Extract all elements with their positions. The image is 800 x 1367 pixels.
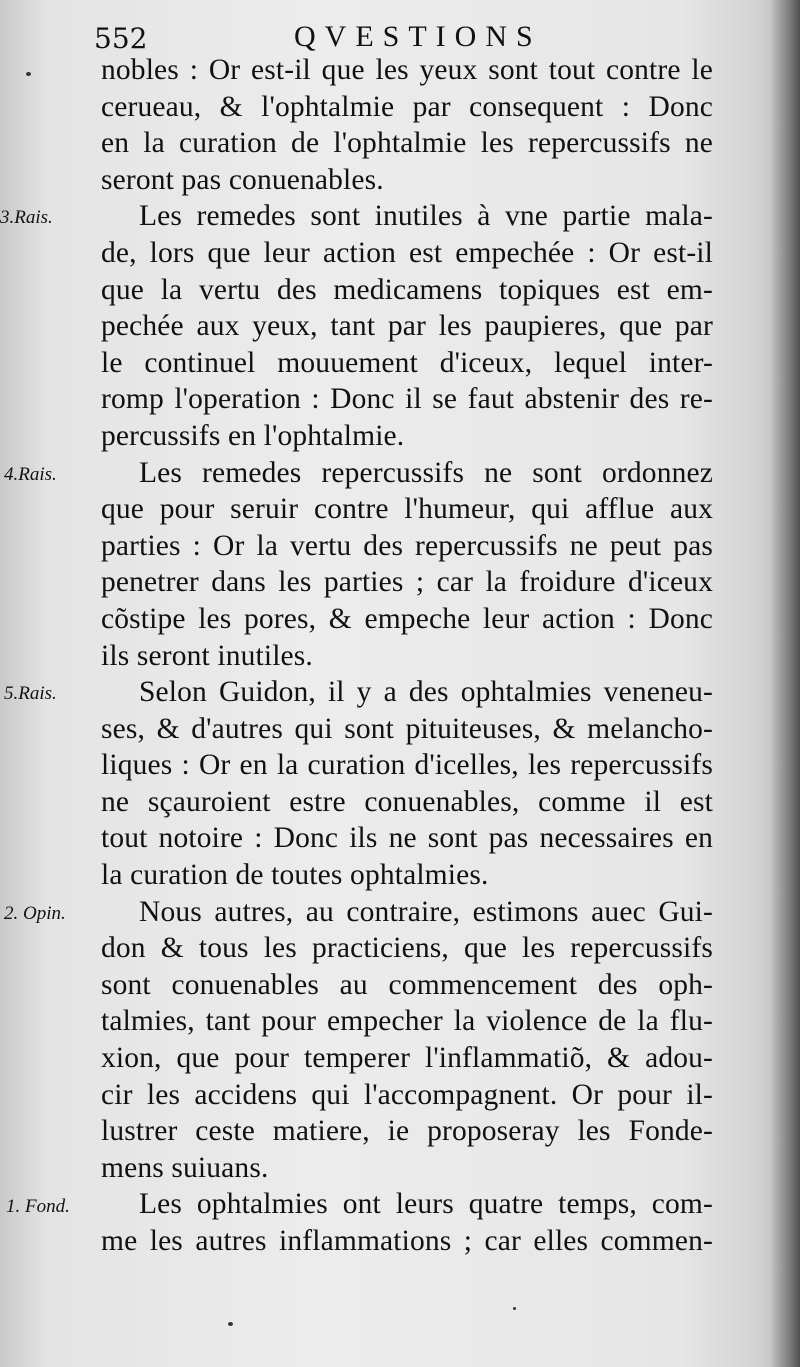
page-number: 552: [94, 22, 148, 55]
text-line: nobles : Or est-il que les yeux sont tout contre le: [101, 54, 713, 86]
page-gutter-shadow: [770, 0, 800, 1367]
body-text: [101, 52, 713, 1260]
margin-note: 4.Rais.: [4, 463, 57, 485]
text-line: liques : Or en la curation d'icelles, les repercussifs: [101, 749, 713, 782]
text-line: me les autres inflammations ; car elles commen-: [101, 1225, 713, 1257]
text-line: lustrer ceste matiere, ie proposeray les Fonde-: [101, 1115, 713, 1148]
margin-note: 3.Rais.: [0, 207, 53, 229]
text-line: Selon Guidon, il y a des ophtalmies veneneu-: [139, 676, 713, 709]
text-line: ne sçauroient estre conuenables, comme il est: [101, 785, 713, 818]
text-line: le continuel mouuement d'iceux, lequel inter-: [101, 346, 713, 379]
text-line: que pour seruir contre l'humeur, qui afflue aux: [101, 493, 713, 526]
margin-note: 1. Fond.: [6, 1195, 70, 1217]
text-line: penetrer dans les parties ; car la froidure d'iceux: [101, 566, 713, 599]
text-line: sont conuenables au commencement des oph-: [101, 968, 713, 1001]
text-line: talmies, tant pour empecher la violence de la flu-: [101, 1005, 713, 1038]
text-line: xion, que pour temperer l'inflammatiõ, & adou-: [101, 1042, 713, 1075]
margin-note: 2. Opin.: [4, 902, 66, 924]
running-head: QVESTIONS: [294, 20, 542, 53]
text-line: Nous autres, au contraire, estimons auec Gui-: [139, 895, 713, 928]
text-line: parties : Or la vertu des repercussifs ne peut pas: [101, 529, 713, 562]
text-line: Les remedes sont inutiles à vne partie mala-: [139, 200, 713, 233]
text-line: ses, & d'autres qui sont pituiteuses, & melancho-: [101, 712, 713, 745]
text-line: pechée aux yeux, tant par les paupieres, que par: [101, 310, 713, 343]
text-line: don & tous les practiciens, que les repercussifs: [101, 932, 713, 965]
text-line: Les ophtalmies ont leurs quatre temps, com-: [139, 1188, 713, 1221]
text-line: tout notoire : Donc ils ne sont pas necessaires en: [101, 822, 713, 855]
text-line: percussifs en l'ophtalmie.: [101, 419, 405, 452]
text-line: de, lors que leur action est empechée : Or est-il: [101, 236, 713, 269]
text-line: cõstipe les pores, & empeche leur action : Donc: [101, 602, 713, 635]
text-line: seront pas conuenables.: [101, 163, 384, 196]
text-line: mens suiuans.: [101, 1151, 269, 1184]
ink-speck: [513, 1307, 516, 1310]
ink-speck: [228, 1322, 233, 1326]
text-line: que la vertu des medicamens topiques est em-: [101, 273, 713, 306]
text-line: cerueau, & l'ophtalmie par consequent : Donc: [101, 90, 713, 123]
text-line: Les remedes repercussifs ne sont ordonnez: [139, 456, 713, 489]
text-line: la curation de toutes ophtalmies.: [101, 859, 489, 892]
text-line: ils seront inutiles.: [101, 639, 313, 672]
margin-note: 5.Rais.: [4, 683, 57, 705]
ink-speck: [26, 72, 31, 76]
text-line: romp l'operation : Donc il se faut abstenir des re-: [101, 383, 713, 416]
text-line: cir les accidens qui l'accompagnent. Or pour il-: [101, 1078, 713, 1111]
text-line: en la curation de l'ophtalmie les repercussifs ne: [101, 127, 713, 160]
